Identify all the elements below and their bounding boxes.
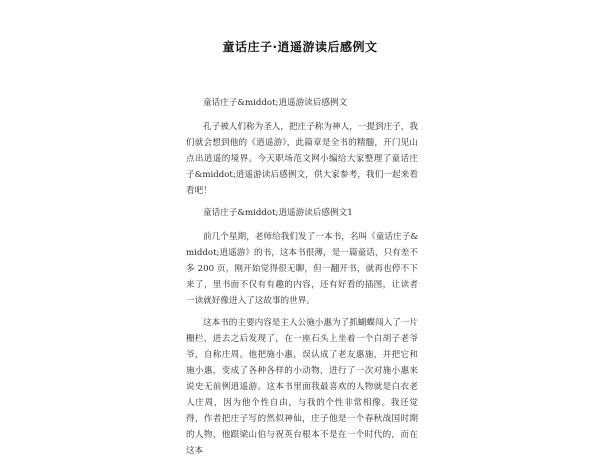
document-body: [186, 95, 418, 465]
paragraph-heading: 童话庄子&middot;逍遥游读后感例文: [203, 98, 348, 108]
paragraph-subheading: 童话庄子&middot;逍遥游读后感例文1: [203, 208, 353, 218]
paragraph-body-1: 前几个星期，老师给我们发了一本书，名叫《童话庄子&middot;逍遥游》的书，这本书很薄，是一篇童话，只有差不多 200 页，刚开始觉得很无聊，但一翻开书，就再也停不下来了，里书面不仅有有趣的内容，还有好看的插图，让读者一读就好像进入了这故事的世界。: [186, 232, 418, 306]
paragraph-body-2: 这本书的主要内容是主人公施小惠为了抓蝴蝶闯入了一片栅栏，进去之后发现了，在一座石头上坐着一个白胡子老爷爷，自称庄周。他把施小惠，误认成了老友惠施，并把它和施小惠，变成了各种各样的小动物，进行了一次对施小惠来说史无前例逍遥游。这本书里面我最喜欢的人物就是白衣老人庄周，因为他个性自由，与我的个性非常相像。我还觉得，作者把庄子写的然似神仙，庄子他是一个春秋战国时期的人物，他跟梁山伯与祝英台根本不是在一个时代的，而在这本: [186, 318, 418, 456]
document-title: 童话庄子·逍遥游读后感例文: [222, 40, 378, 54]
paragraph-intro: 孔子被人们称为圣人，把庄子称为神人，一提到庄子，我们就会想到他的《逍遥游》，此篇章是全书的精髓，开门见山点出逍遥的境界。今天职场范文网小编给大家整理了童话庄子&middot;逍遥游读后感例文，供大家参考，我们一起来看看吧！: [186, 122, 418, 196]
